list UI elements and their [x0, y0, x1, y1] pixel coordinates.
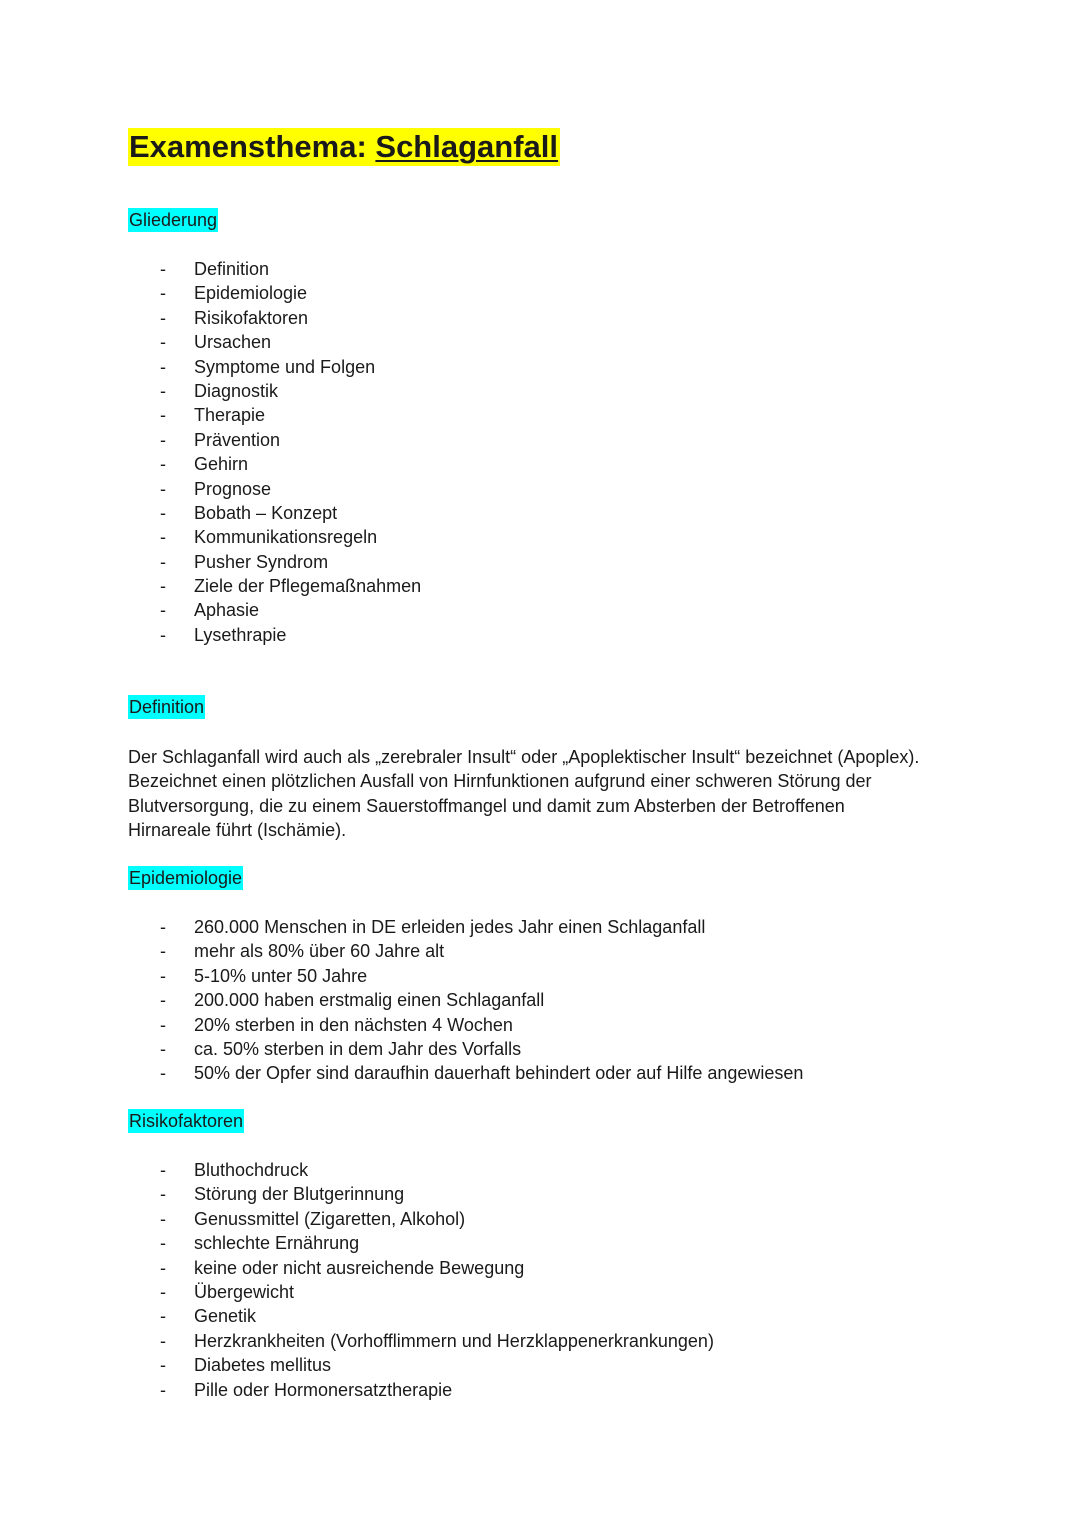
list-item — [128, 1061, 803, 1085]
list-item-text: Gehirn — [194, 454, 249, 475]
definition-paragraph — [128, 745, 958, 843]
list-item-text: ca. 50% sterben in dem Jahr des Vorfalls — [194, 1038, 522, 1059]
epidemiologie-list — [128, 915, 803, 1086]
list-item — [128, 915, 803, 939]
list-item-text: Ziele der Pflegemaßnahmen — [194, 576, 422, 597]
list-item — [128, 1256, 714, 1280]
list-item — [128, 939, 803, 963]
heading-risikofaktoren: Risikofaktoren — [129, 1111, 244, 1131]
list-item-text: Diabetes mellitus — [194, 1355, 332, 1376]
list-item — [128, 1353, 714, 1377]
list-item — [128, 623, 421, 647]
list-item — [128, 574, 421, 598]
list-item-text: Kommunikationsregeln — [194, 527, 378, 548]
list-bullet: - — [160, 356, 166, 377]
list-item-text: Prognose — [194, 478, 272, 499]
list-bullet: - — [160, 307, 166, 328]
gliederung-list — [128, 257, 421, 647]
list-item — [128, 281, 421, 305]
list-item — [128, 452, 421, 476]
list-item — [128, 1037, 803, 1061]
list-item-text: Epidemiologie — [194, 283, 308, 304]
list-bullet: - — [160, 478, 166, 499]
list-item — [128, 1329, 714, 1353]
list-item — [128, 598, 421, 622]
list-item-text: Pusher Syndrom — [194, 551, 329, 572]
definition-line: Hirnareale führt (Ischämie). — [128, 820, 347, 841]
list-item — [128, 355, 421, 379]
list-bullet: - — [160, 1014, 166, 1035]
list-item — [128, 1304, 714, 1328]
list-item-text: Aphasie — [194, 600, 260, 621]
list-bullet: - — [160, 551, 166, 572]
list-bullet: - — [160, 1281, 166, 1302]
list-bullet: - — [160, 1160, 166, 1180]
list-item-text: 260.000 Menschen in DE erleiden jedes Jahr einen Schlaganfall — [194, 917, 706, 937]
list-item-text: Definition — [194, 259, 270, 279]
list-item — [128, 403, 421, 427]
list-bullet: - — [160, 600, 166, 621]
heading-gliederung: Gliederung — [129, 210, 218, 230]
list-bullet: - — [160, 941, 166, 962]
list-item-text: Lysethrapie — [194, 624, 287, 645]
title-topic: Schlaganfall — [375, 129, 558, 164]
page-title — [128, 128, 560, 166]
definition-line: Bezeichnet einen plötzlichen Ausfall von Hirnfunktionen aufgrund einer schweren Störung der — [128, 771, 872, 792]
list-item — [128, 257, 421, 281]
title-prefix: Examensthema: — [129, 129, 376, 164]
section-risikofaktoren — [128, 1109, 244, 1133]
list-item — [128, 550, 421, 574]
section-epidemiologie — [128, 866, 243, 890]
list-bullet: - — [160, 502, 166, 523]
list-bullet: - — [160, 1306, 166, 1327]
list-item — [128, 1158, 714, 1182]
list-item — [128, 1013, 803, 1037]
list-bullet: - — [160, 259, 166, 279]
list-item-text: Genussmittel (Zigaretten, Alkohol) — [194, 1208, 466, 1229]
list-bullet: - — [160, 1184, 166, 1205]
list-item-text: Übergewicht — [194, 1281, 295, 1302]
list-item-text: Symptome und Folgen — [194, 356, 376, 377]
list-item-text: Therapie — [194, 405, 266, 426]
list-item-text: Diagnostik — [194, 380, 279, 401]
list-bullet: - — [160, 1379, 166, 1400]
list-item-text: mehr als 80% über 60 Jahre alt — [194, 941, 445, 962]
list-item — [128, 1231, 714, 1255]
list-bullet: - — [160, 1257, 166, 1278]
definition-line: Blutversorgung, die zu einem Sauerstoffmangel und damit zum Absterben der Betroffenen — [128, 795, 845, 816]
list-item — [128, 306, 421, 330]
risikofaktoren-list — [128, 1158, 714, 1402]
list-item — [128, 1280, 714, 1304]
list-item-text: Prävention — [194, 429, 281, 450]
list-bullet: - — [160, 405, 166, 426]
list-bullet: - — [160, 1038, 166, 1059]
list-item-text: Risikofaktoren — [194, 307, 309, 328]
section-definition — [128, 695, 205, 719]
list-bullet: - — [160, 1063, 166, 1084]
list-bullet: - — [160, 917, 166, 937]
list-bullet: - — [160, 1355, 166, 1376]
list-bullet: - — [160, 454, 166, 475]
heading-definition: Definition — [129, 697, 205, 717]
list-bullet: - — [160, 624, 166, 645]
list-item-text: Herzkrankheiten (Vorhofflimmern und Herzklappenerkrankungen) — [194, 1330, 714, 1351]
list-item-text: Ursachen — [194, 332, 272, 353]
list-bullet: - — [160, 990, 166, 1011]
definition-line: Der Schlaganfall wird auch als „zerebraler Insult“ oder „Apoplektischer Insult“ bezeichnet (Apoplex). — [128, 747, 920, 767]
list-bullet: - — [160, 1330, 166, 1351]
list-bullet: - — [160, 527, 166, 548]
list-item-text: Genetik — [194, 1306, 257, 1327]
list-item-text: keine oder nicht ausreichende Bewegung — [194, 1257, 525, 1278]
list-item-text: Störung der Blutgerinnung — [194, 1184, 405, 1205]
list-item — [128, 330, 421, 354]
list-item — [128, 501, 421, 525]
list-item — [128, 988, 803, 1012]
list-bullet: - — [160, 283, 166, 304]
heading-epidemiologie: Epidemiologie — [129, 868, 243, 888]
list-item — [128, 1378, 714, 1402]
list-item — [128, 379, 421, 403]
list-item — [128, 477, 421, 501]
list-item — [128, 428, 421, 452]
list-item-text: 20% sterben in den nächsten 4 Wochen — [194, 1014, 513, 1035]
list-bullet: - — [160, 332, 166, 353]
list-item-text: 200.000 haben erstmalig einen Schlaganfall — [194, 990, 545, 1011]
list-item — [128, 525, 421, 549]
list-item-text: Pille oder Hormonersatztherapie — [194, 1379, 453, 1400]
list-bullet: - — [160, 576, 166, 597]
list-bullet: - — [160, 965, 166, 986]
list-item — [128, 1207, 714, 1231]
list-item-text: Bluthochdruck — [194, 1160, 309, 1180]
section-gliederung — [128, 208, 218, 232]
list-item — [128, 1182, 714, 1206]
list-bullet: - — [160, 1208, 166, 1229]
list-bullet: - — [160, 429, 166, 450]
list-item — [128, 964, 803, 988]
list-bullet: - — [160, 1233, 166, 1254]
list-item-text: schlechte Ernährung — [194, 1233, 360, 1254]
list-item-text: 50% der Opfer sind daraufhin dauerhaft behindert oder auf Hilfe angewiesen — [194, 1063, 804, 1084]
list-bullet: - — [160, 380, 166, 401]
list-item-text: 5-10% unter 50 Jahre — [194, 965, 368, 986]
list-item-text: Bobath – Konzept — [194, 502, 338, 523]
